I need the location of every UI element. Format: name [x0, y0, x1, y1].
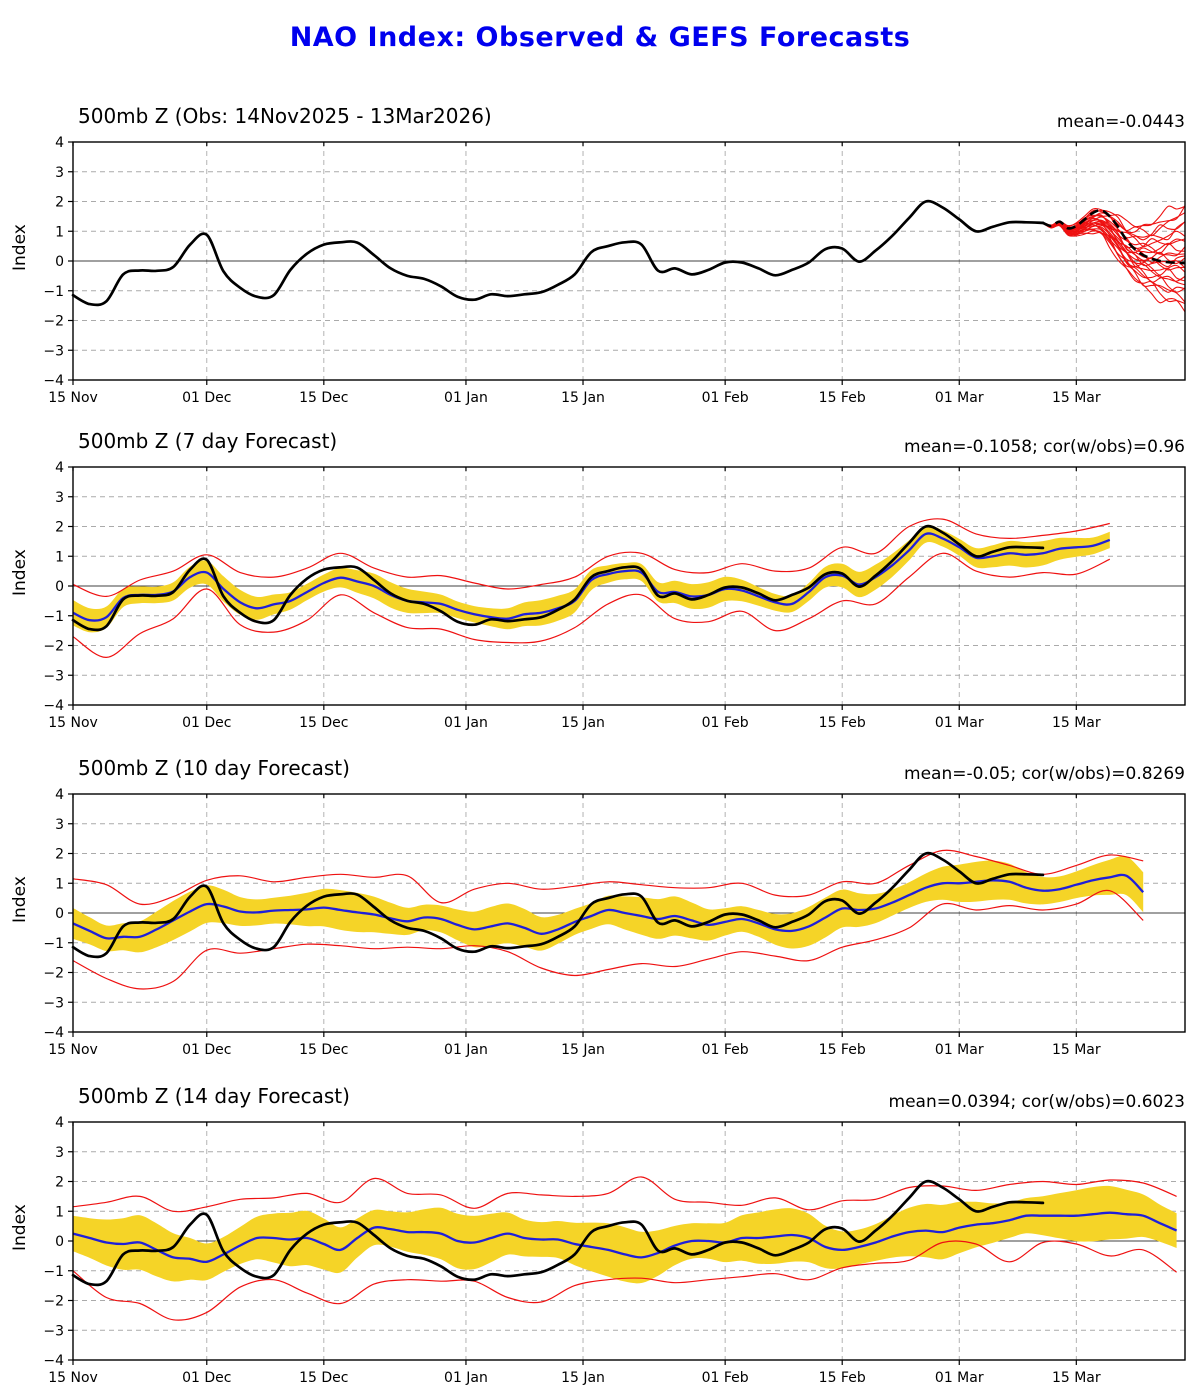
y-tick-label: 4 [55, 135, 64, 151]
y-tick-label: 0 [55, 906, 64, 922]
x-tick-label: 15 Dec [299, 715, 349, 731]
y-tick-label: 3 [55, 164, 64, 181]
x-tick-label: 15 Jan [561, 715, 605, 731]
panel-3-ylabel: Index [10, 876, 30, 923]
y-tick-label: 0 [55, 254, 64, 270]
x-tick-label: 15 Jan [561, 1042, 605, 1058]
x-tick-label: 01 Feb [701, 715, 749, 731]
x-tick-label: 15 Feb [818, 715, 866, 731]
x-tick-label: 01 Mar [934, 1042, 984, 1058]
y-tick-label: 1 [55, 224, 64, 241]
y-tick-label: −3 [43, 668, 64, 685]
y-tick-label: −1 [43, 1263, 64, 1280]
x-tick-label: 15 Nov [48, 715, 98, 731]
y-tick-label: 3 [55, 489, 64, 506]
x-tick-label: 01 Jan [444, 715, 488, 731]
y-tick-label: 3 [55, 1144, 64, 1161]
x-tick-label: 15 Jan [561, 390, 605, 406]
x-tick-label: 01 Dec [182, 1370, 232, 1386]
y-tick-label: −3 [43, 343, 64, 360]
observed-line [73, 201, 1043, 305]
y-tick-label: −4 [43, 373, 64, 389]
y-tick-label: −2 [43, 638, 64, 655]
x-tick-label: 01 Mar [934, 1370, 984, 1386]
y-tick-label: 1 [55, 1204, 64, 1221]
x-tick-label: 15 Dec [299, 1042, 349, 1058]
panel-2-ylabel: Index [10, 549, 30, 596]
panel-2-stats: mean=-0.1058; cor(w/obs)=0.96 [904, 437, 1185, 457]
x-tick-label: 01 Dec [182, 1042, 232, 1058]
x-tick-label: 01 Jan [444, 1370, 488, 1386]
y-tick-label: 2 [55, 194, 64, 211]
y-tick-label: −1 [43, 608, 64, 625]
spread-band [73, 1186, 1177, 1283]
y-tick-label: 4 [55, 787, 64, 803]
x-tick-label: 15 Mar [1051, 390, 1101, 406]
y-tick-label: −2 [43, 965, 64, 982]
panel-4-ylabel: Index [10, 1204, 30, 1251]
y-tick-label: −4 [43, 698, 64, 714]
panel-1-stats: mean=-0.0443 [1056, 112, 1185, 132]
x-tick-label: 15 Jan [561, 1370, 605, 1386]
y-tick-label: 1 [55, 876, 64, 893]
panel-4-stats: mean=0.0394; cor(w/obs)=0.6023 [888, 1092, 1185, 1112]
panel-3-stats: mean=-0.05; cor(w/obs)=0.8269 [904, 764, 1185, 784]
y-tick-label: −2 [43, 1293, 64, 1310]
y-tick-label: 3 [55, 816, 64, 833]
x-tick-label: 15 Dec [299, 390, 349, 406]
y-tick-label: 0 [55, 579, 64, 595]
y-tick-label: 0 [55, 1234, 64, 1250]
x-tick-label: 15 Feb [818, 1370, 866, 1386]
y-tick-label: 1 [55, 549, 64, 566]
x-tick-label: 15 Feb [818, 390, 866, 406]
x-tick-label: 01 Jan [444, 390, 488, 406]
panel-1-ylabel: Index [10, 224, 30, 271]
y-tick-label: −4 [43, 1353, 64, 1369]
y-tick-label: 2 [55, 519, 64, 536]
y-tick-label: −4 [43, 1025, 64, 1041]
x-tick-label: 01 Jan [444, 1042, 488, 1058]
panel-4-title: 500mb Z (14 day Forecast) [78, 1084, 350, 1108]
x-tick-label: 01 Mar [934, 390, 984, 406]
spread-band [73, 856, 1143, 953]
x-tick-label: 15 Mar [1051, 1042, 1101, 1058]
y-tick-label: 2 [55, 846, 64, 863]
x-tick-label: 01 Dec [182, 715, 232, 731]
x-tick-label: 01 Mar [934, 715, 984, 731]
x-tick-label: 01 Feb [701, 1042, 749, 1058]
chart-title: NAO Index: Observed & GEFS Forecasts [289, 22, 911, 53]
x-tick-label: 15 Mar [1051, 715, 1101, 731]
x-tick-label: 15 Mar [1051, 1370, 1101, 1386]
y-tick-label: −3 [43, 1323, 64, 1340]
x-tick-label: 01 Dec [182, 390, 232, 406]
y-tick-label: −2 [43, 313, 64, 330]
x-tick-label: 15 Nov [48, 1370, 98, 1386]
panel-1-title: 500mb Z (Obs: 14Nov2025 - 13Mar2026) [78, 104, 492, 128]
x-tick-label: 01 Feb [701, 1370, 749, 1386]
y-tick-label: −1 [43, 283, 64, 300]
x-tick-label: 15 Nov [48, 1042, 98, 1058]
y-tick-label: −3 [43, 995, 64, 1012]
panel-2-title: 500mb Z (7 day Forecast) [78, 429, 338, 453]
x-tick-label: 15 Feb [818, 1042, 866, 1058]
x-tick-label: 15 Dec [299, 1370, 349, 1386]
x-tick-label: 15 Nov [48, 390, 98, 406]
y-tick-label: 4 [55, 1115, 64, 1131]
panel-3-title: 500mb Z (10 day Forecast) [78, 756, 350, 780]
y-tick-label: 4 [55, 460, 64, 476]
y-tick-label: 2 [55, 1174, 64, 1191]
y-tick-label: −1 [43, 935, 64, 952]
x-tick-label: 01 Feb [701, 390, 749, 406]
